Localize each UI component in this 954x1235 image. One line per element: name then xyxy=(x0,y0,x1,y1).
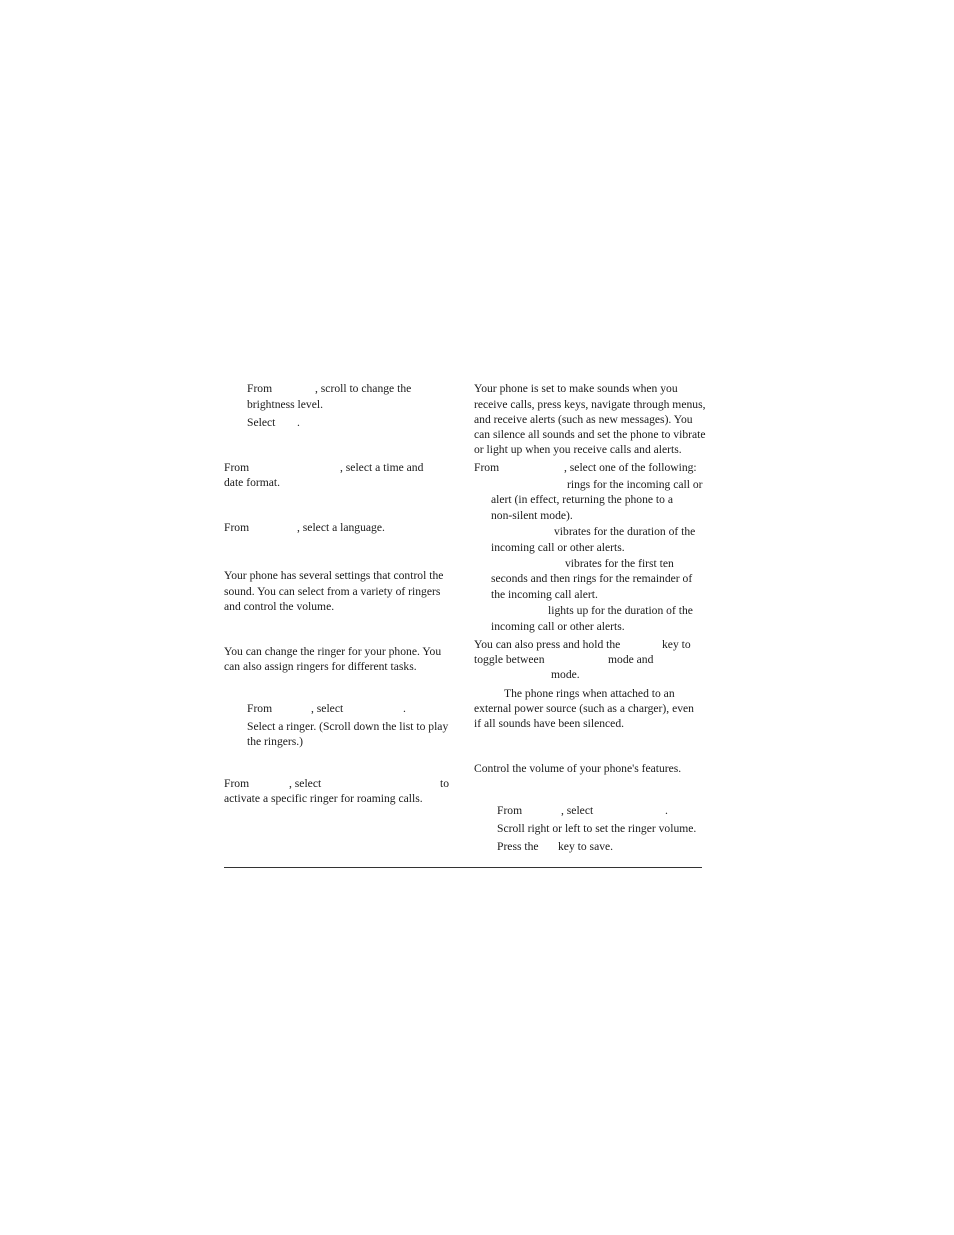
option4-line2: incoming call or other alerts. xyxy=(491,620,625,633)
timedate-from: From xyxy=(224,461,250,474)
option1-line2: alert (in effect, returning the phone to a xyxy=(491,493,673,506)
sound-intro-line3: and control the volume. xyxy=(224,600,335,613)
silence-intro-line1: Your phone is set to make sounds when you xyxy=(474,382,678,395)
note-line1: The phone rings when attached to an xyxy=(504,687,675,700)
language-text: , select a language. xyxy=(297,521,385,534)
silence-intro-line5: or light up when you receive calls and alerts. xyxy=(474,443,682,456)
ringer-step2-line1: Select a ringer. (Scroll down the list to play xyxy=(247,720,449,733)
sound-intro-line2: sound. You can select from a variety of ringers xyxy=(224,585,441,598)
ringer-step1-period: . xyxy=(403,702,406,715)
ringer-step1-from: From xyxy=(247,702,273,715)
option2-line1: vibrates for the duration of the xyxy=(554,525,696,538)
volume-intro: Control the volume of your phone's features. xyxy=(474,762,682,775)
roaming-to: to xyxy=(440,777,450,790)
silence-intro-line4: can silence all sounds and set the phone to vibrate xyxy=(474,428,706,441)
roaming-select: , select xyxy=(289,777,322,790)
volume-step2: Scroll right or left to set the ringer volume. xyxy=(497,822,697,835)
option1-line3: non-silent mode). xyxy=(491,509,573,522)
option3-line2: seconds and then rings for the remainder of xyxy=(491,572,693,585)
toggle-line3: mode. xyxy=(551,668,580,681)
options-from: From xyxy=(474,461,500,474)
silence-intro-line2: receive calls, press keys, navigate through menus, xyxy=(474,398,706,411)
sound-intro-line1: Your phone has several settings that control the xyxy=(224,569,444,582)
brightness-step1-from: From xyxy=(247,382,273,395)
toggle-line1b: key to xyxy=(662,638,691,651)
note-line2: external power source (such as a charger), even xyxy=(474,702,694,715)
timedate-text: , select a time and xyxy=(340,461,424,474)
note-line3: if all sounds have been silenced. xyxy=(474,717,625,730)
brightness-step2-period: . xyxy=(297,416,300,429)
brightness-step1-text: , scroll to change the xyxy=(315,382,412,395)
ringer-intro-line1: You can change the ringer for your phone. You xyxy=(224,645,442,658)
brightness-step2-select: Select xyxy=(247,416,276,429)
option3-line3: the incoming call alert. xyxy=(491,588,598,601)
toggle-line2a: toggle between xyxy=(474,653,545,666)
ringer-intro-line2: can also assign ringers for different tasks. xyxy=(224,660,417,673)
volume-step3b: key to save. xyxy=(558,840,614,853)
toggle-line1a: You can also press and hold the xyxy=(474,638,621,651)
option4-line1: lights up for the duration of the xyxy=(548,604,693,617)
toggle-line2b: mode and xyxy=(608,653,654,666)
option3-line1: vibrates for the first ten xyxy=(565,557,674,570)
option1-line1: rings for the incoming call or xyxy=(567,478,703,491)
roaming-line2: activate a specific ringer for roaming calls. xyxy=(224,792,423,805)
footer-rule xyxy=(224,867,702,868)
volume-step3a: Press the xyxy=(497,840,539,853)
volume-step1-select: , select xyxy=(561,804,594,817)
roaming-from: From xyxy=(224,777,250,790)
ringer-step1-select: , select xyxy=(311,702,344,715)
silence-intro-line3: and receive alerts (such as new messages). You xyxy=(474,413,693,426)
brightness-step1-cont: brightness level. xyxy=(247,398,323,411)
ringer-step2-line2: the ringers.) xyxy=(247,735,304,748)
language-from: From xyxy=(224,521,250,534)
options-text: , select one of the following: xyxy=(564,461,697,474)
option2-line2: incoming call or other alerts. xyxy=(491,541,625,554)
volume-step1-from: From xyxy=(497,804,523,817)
timedate-cont: date format. xyxy=(224,476,281,489)
volume-step1-period: . xyxy=(665,804,668,817)
